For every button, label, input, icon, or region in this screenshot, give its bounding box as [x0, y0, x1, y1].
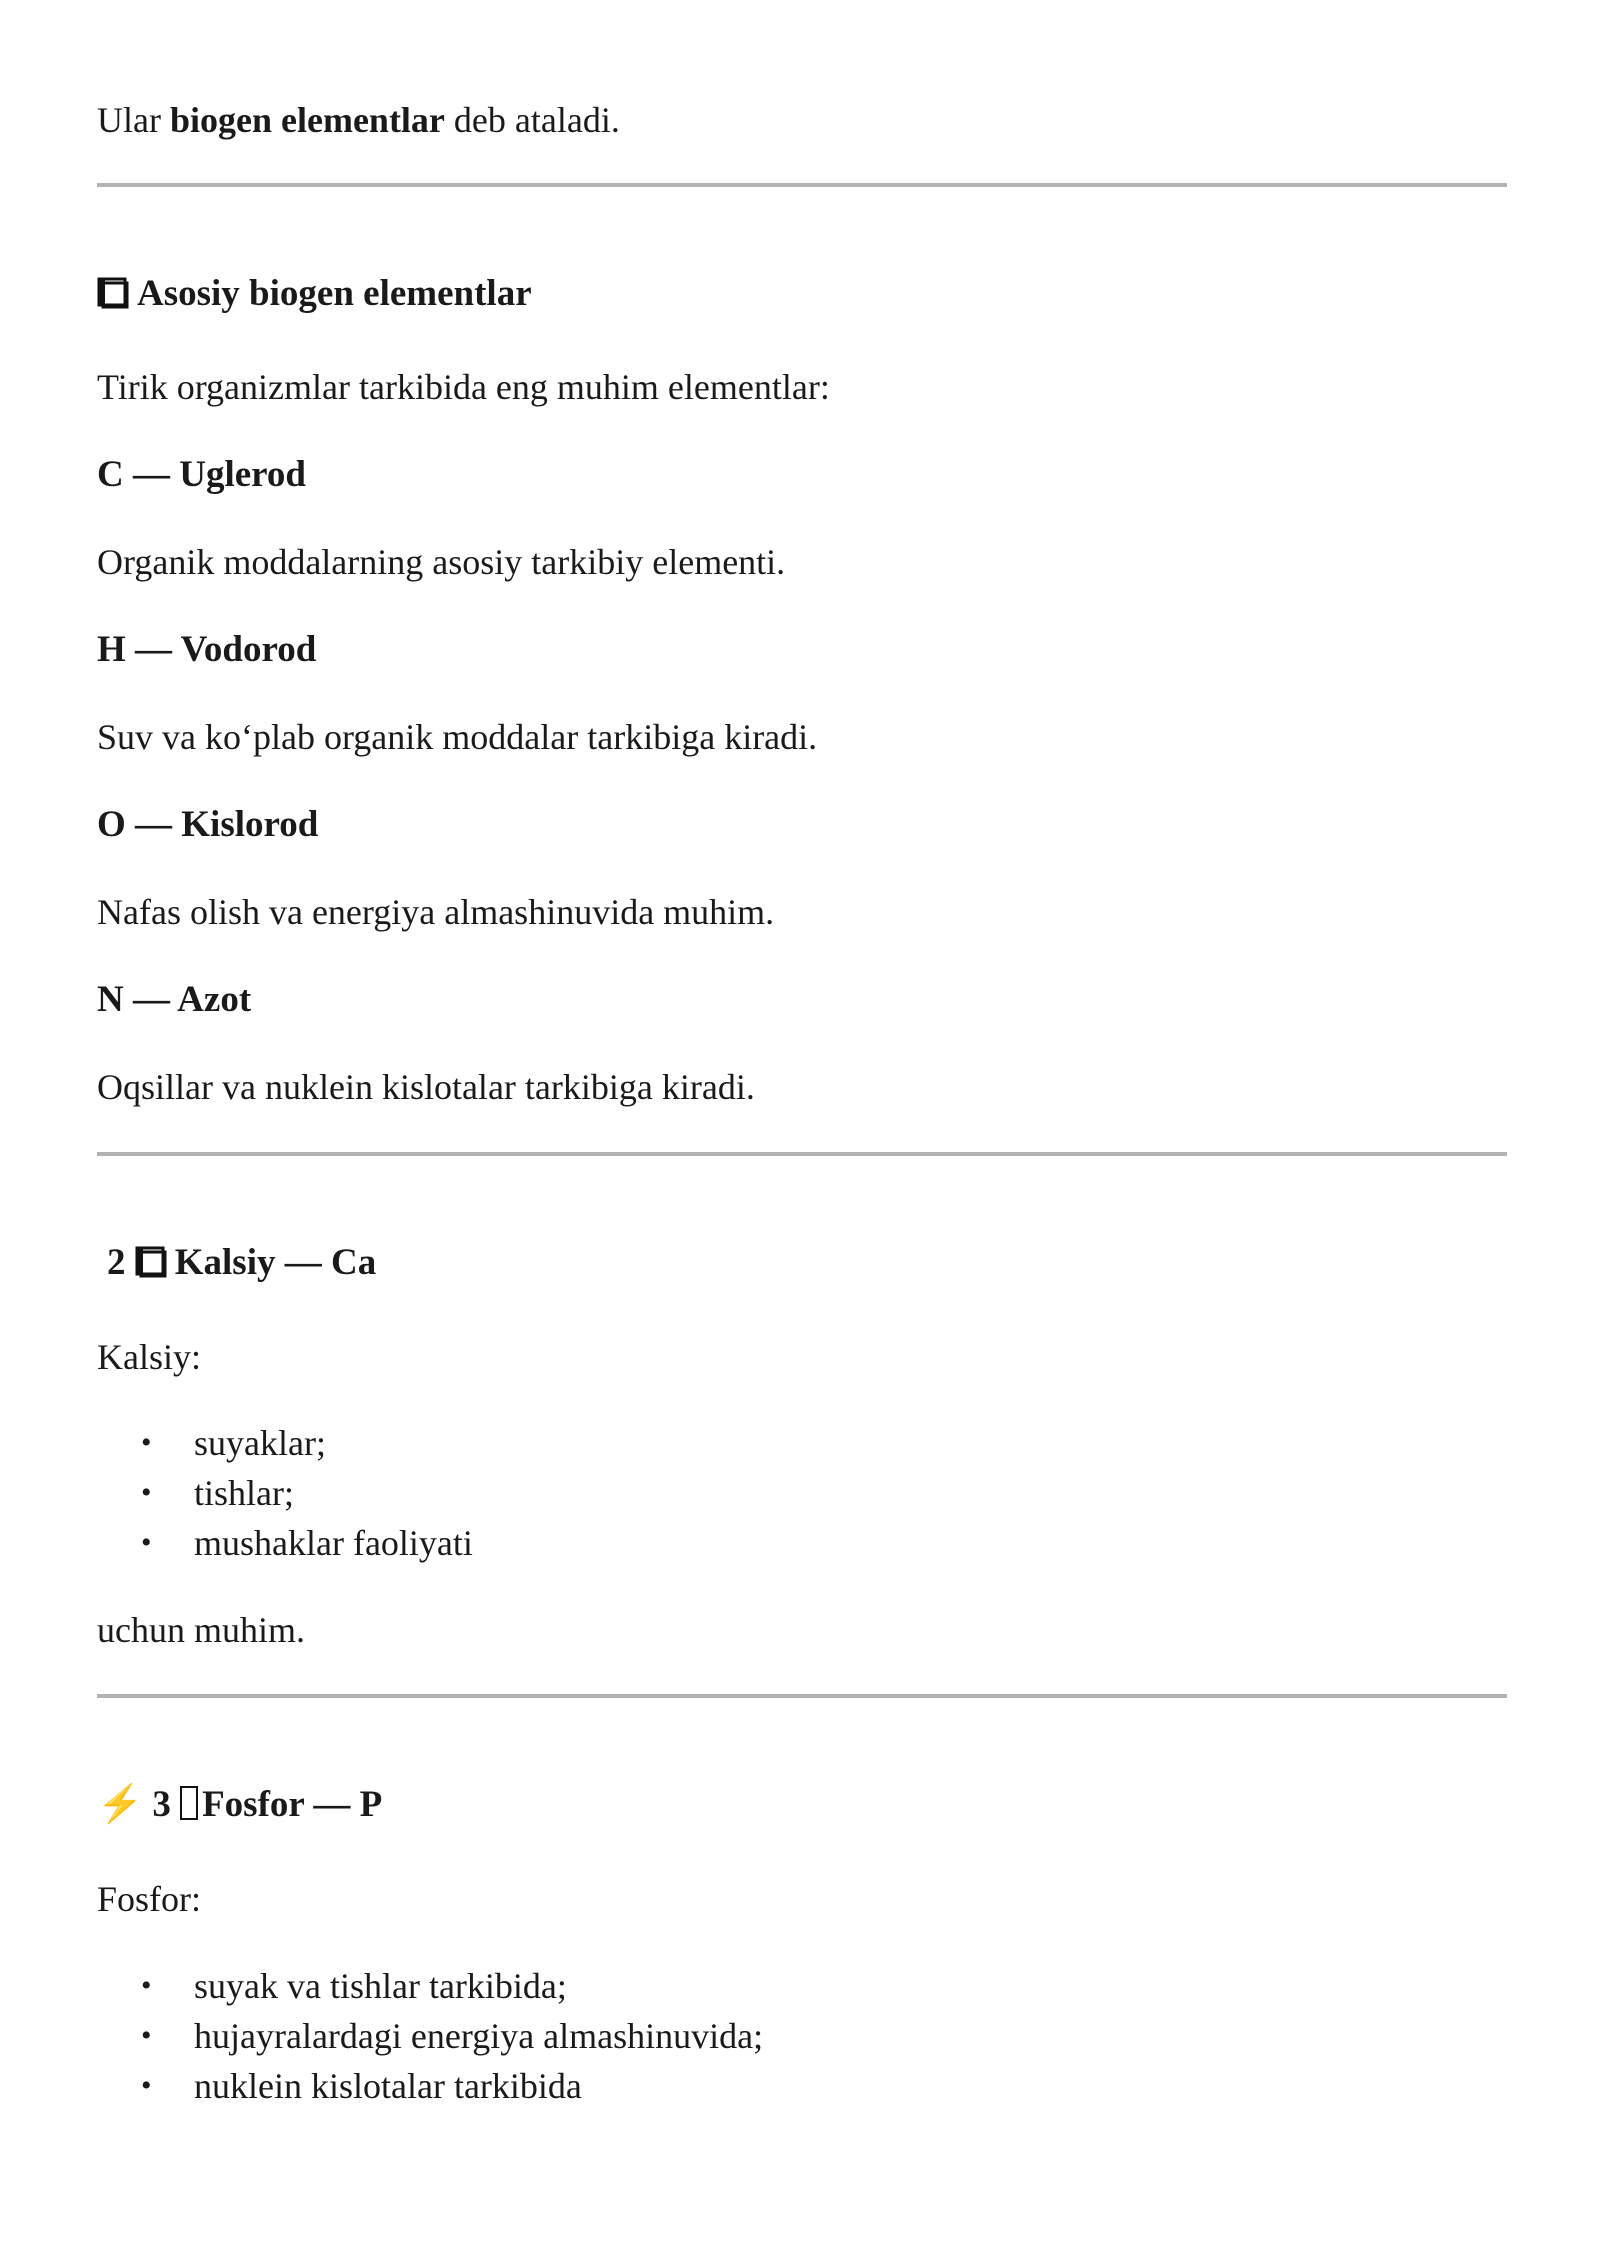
list-item-text: mushaklar faoliyati: [194, 1523, 473, 1563]
list-item: [97, 1518, 473, 1568]
list-item: [97, 2061, 763, 2111]
notebook-icon: [97, 277, 129, 309]
list-item-text: hujayralardagi energiya almashinuvida;: [194, 2016, 764, 2056]
section2-title: Kalsiy — Ca: [174, 1242, 377, 1283]
section2-number: 2: [107, 1242, 126, 1283]
list-item-text: suyak va tishlar tarkibida;: [194, 1966, 567, 2006]
element-heading-hydrogen: H — Vodorod: [97, 629, 317, 670]
section3-number: 3: [152, 1784, 171, 1825]
section3-lead: Fosfor:: [97, 1879, 202, 1919]
bullet-icon: •: [141, 1426, 152, 1459]
element-heading-carbon: C — Uglerod: [97, 454, 306, 495]
section1-lead: Tirik organizmlar tarkibida eng muhim elementlar:: [97, 367, 830, 407]
notebook-icon: [135, 1246, 167, 1278]
list-item: [97, 1418, 473, 1468]
element-desc-hydrogen: Suv va ko‘plab organik moddalar tarkibiga kiradi.: [97, 717, 818, 757]
section2-closing: uchun muhim.: [97, 1610, 305, 1650]
bullet-icon: •: [141, 2019, 152, 2052]
element-desc-nitrogen: Oqsillar va nuklein kislotalar tarkibiga kiradi.: [97, 1067, 755, 1107]
section2-list: [97, 1418, 473, 1568]
list-item: [97, 2011, 763, 2061]
element-heading-nitrogen: N — Azot: [97, 979, 252, 1020]
section2-heading: [107, 1241, 376, 1285]
bullet-icon: •: [141, 1476, 152, 1509]
bullet-icon: •: [141, 1969, 152, 2002]
element-heading-oxygen: O — Kislorod: [97, 804, 319, 845]
section3-list: [97, 1961, 763, 2111]
element-desc-carbon: Organik moddalarning asosiy tarkibiy elementi.: [97, 542, 786, 582]
section-divider: [97, 1152, 1507, 1156]
list-item: [97, 1468, 473, 1518]
intro-paragraph: [97, 98, 620, 142]
list-item-text: suyaklar;: [194, 1423, 326, 1463]
element-desc-oxygen: Nafas olish va energiya almashinuvida muhim.: [97, 892, 775, 932]
list-item-text: nuklein kislotalar tarkibida: [194, 2066, 582, 2106]
list-item: [97, 1961, 763, 2011]
section1-heading: [97, 272, 532, 316]
section-divider: [97, 183, 1507, 187]
intro-suffix: deb ataladi.: [444, 100, 620, 140]
missing-glyph-icon: [180, 1786, 198, 1820]
intro-prefix: Ular: [97, 100, 170, 140]
lightning-icon: ⚡: [97, 1784, 144, 1825]
section-divider: [97, 1694, 1507, 1698]
intro-bold-term: biogen elementlar: [169, 100, 445, 140]
list-item-text: tishlar;: [194, 1473, 294, 1513]
section2-lead: Kalsiy:: [97, 1337, 201, 1377]
section3-title: Fosfor — P: [202, 1784, 383, 1825]
section1-title: Asosiy biogen elementlar: [137, 273, 532, 314]
bullet-icon: •: [141, 1526, 152, 1559]
section3-heading: [97, 1783, 382, 1827]
bullet-icon: •: [141, 2069, 152, 2102]
